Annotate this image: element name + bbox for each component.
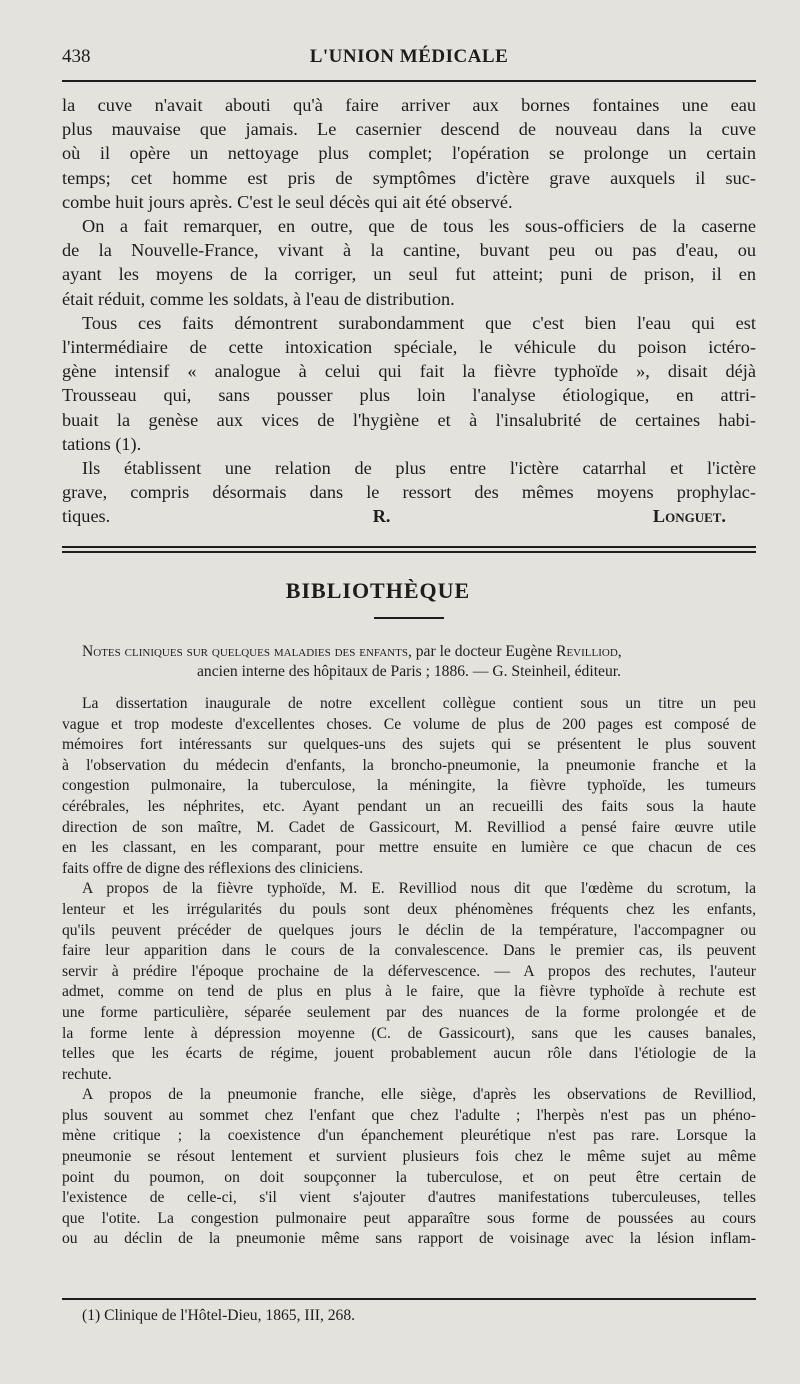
book-publication-line: ancien interne des hôpitaux de Paris ; 1886. — G. Steinheil, éditeur. [197,663,621,680]
book-reference-line [62,642,756,662]
text-line: vague et trop modeste d'excellentes choses. Ce volume de plus de 200 pages est composé de [62,715,756,733]
book-review [62,694,756,1250]
page-number: 438 [62,46,91,67]
text-line: à l'observation du médecin d'enfants, la broncho-pneumonie, la pneumonie franche et la [62,756,756,774]
section-double-rule-top [62,546,756,548]
text-line: admet, comme on tend de plus en plus à le faire, que la fièvre typhoïde à rechute est [62,983,756,1001]
text-line: point du poumon, on doit soupçonner la tuberculose, et on peut être certain de [62,1168,756,1186]
journal-title: L'UNION MÉDICALE [309,46,509,67]
text-line: cérébrales, les néphrites, etc. Ayant pendant un an recueilli des faits sous la haute [62,797,756,815]
text-line: Trousseau qui, sans pousser plus loin l'analyse étiologique, en attri- [62,385,756,406]
text-line: plus mauvaise que jamais. Le casernier descend de nouveau dans la cuve [62,119,756,140]
text-line: pneumonie se résout lentement et survient plusieurs fois chez le même sujet au même [62,1148,756,1166]
text-line: qu'ils peuvent précéder de quelques jours le déclin de la température, l'accompagner ou [62,921,756,939]
header-rule [62,80,756,82]
text-line: congestion pulmonaire, la tuberculose, la méningite, la fièvre typhoïde, les tumeurs [62,777,756,795]
text-line: faits offre de digne des réflexions des cliniciens. [62,859,364,877]
text-line: tiques. [62,506,111,527]
footnote-rule [62,1298,756,1300]
text-line: mène critique ; la coexistence d'un épanchement pleurétique n'est pas rare. Lorsque la [62,1127,756,1145]
text-line: telles que les écarts de régime, jouent probablement aucun rôle dans l'étiologie de la [62,1045,756,1063]
text-line: A propos de la fièvre typhoïde, M. E. Revilliod nous dit que l'œdème du scrotum, la [82,880,756,898]
text-line: Tous ces faits démontrent surabondamment que c'est bien l'eau qui est [82,312,756,333]
footnote [62,1306,756,1326]
text-line: où il opère un nettoyage plus complet; l'opération se prolonge un certain [62,143,756,164]
book-reference [62,642,756,682]
text-line: plus souvent au sommet chez l'enfant que chez l'adulte ; l'herpès n'est pas un phéno- [62,1106,756,1124]
section-title-underline [374,617,444,619]
text-line: ayant les moyens de la corriger, un seul fut atteint; puni de prison, il en [62,264,756,285]
text-line: tations (1). [62,433,142,454]
text-line: l'intermédiaire de cette intoxication spéciale, le véhicule du poison ictéro- [62,337,756,358]
text-line: temps; cet homme est pris de symptômes d'ictère grave auxquels il suc- [62,167,756,188]
text-line: que l'otite. La congestion pulmonaire peut apparaître sous forme de poussées au cours [62,1209,756,1227]
text-line: grave, compris désormais dans le ressort des mêmes moyens prophylac- [62,482,756,503]
text-line: la forme lente à dépression moyenne (C. de Gassicourt), sans que les causes banales, [62,1024,756,1042]
text-line: l'existence de celle-ci, s'il vient s'ajouter d'autres manifestations tuberculeuses, telles [62,1189,756,1207]
running-head [62,46,756,74]
text-line: lenteur et les irrégularités du pouls sont deux phénomènes fréquents chez les enfants, [62,900,756,918]
text-line: direction de son maître, M. Cadet de Gassicourt, M. Revilliod a pensé faire œuvre utile [62,818,756,836]
author-signature: R. Longuet. [372,506,726,527]
text-line: rechute. [62,1065,112,1083]
text-line: gène intensif « analogue à celui qui fait la fièvre typhoïde », disait déjà [62,361,756,382]
section-title: BIBLIOTHÈQUE [285,578,471,603]
book-title: Notes cliniques sur quelques maladies des enfants, [82,643,412,660]
text-line: mémoires fort intéressants sur quelques-uns des sujets qui se présentent le plus souvent [62,736,756,754]
text-line: une forme particulière, séparée seulement par des nuances de la forme prolongée et de [62,1003,756,1021]
article-conclusion [62,93,756,529]
text-line: A propos de la pneumonie franche, elle siège, d'après les observations de Revilliod, [82,1086,756,1104]
text-line: On a fait remarquer, en outre, que de tous les sous-officiers de la caserne [82,216,756,237]
text-line: était réduit, comme les soldats, à l'eau de distribution. [62,288,455,309]
text-line: servir à prédire l'époque prochaine de la défervescence. — A propos des rechutes, l'auteur [62,962,756,980]
book-author: Revilliod, [556,643,622,660]
footnote-text: (1) Clinique de l'Hôtel-Dieu, 1865, III, 268. [82,1307,356,1324]
text-line: Ils établissent une relation de plus entre l'ictère catarrhal et l'ictère [82,458,756,479]
text-line: en les classant, en les comparant, pour mettre ensuite en lumière ce que chacun de ces [62,839,756,857]
section-double-rule-bottom [62,551,756,553]
signature-line [62,504,756,528]
text-line: La dissertation inaugurale de notre excellent collègue contient sous un titre un peu [82,695,756,712]
book-byline: par le docteur Eugène [411,643,557,660]
text-line: la cuve n'avait abouti qu'à faire arriver aux bornes fontaines une eau [62,95,756,115]
text-line: buait la genèse aux vices de l'hygiène et à l'insalubrité de certaines habi- [62,409,756,430]
text-line: combe huit jours après. C'est le seul décès qui ait été observé. [62,191,513,212]
text-line: de la Nouvelle-France, vivant à la cantine, buvant peu ou pas d'eau, ou [62,240,756,261]
text-line: ou au déclin de la pneumonie même sans rapport de voisinage avec la lésion inflam- [62,1230,756,1248]
text-line: faire leur apparition dans le cours de la convalescence. Dans le premier cas, ils peuvent [62,942,756,960]
